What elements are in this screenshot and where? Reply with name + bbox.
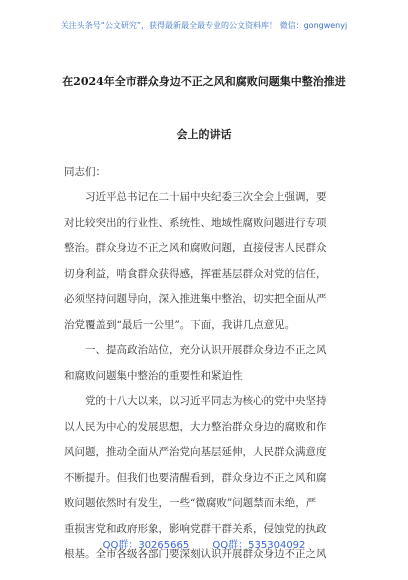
body-line: 败问题依然时有发生，一些“微腐败”问题禁而未绝，严 [64, 497, 317, 509]
speech-body [64, 185, 350, 568]
section-heading: 一、提高政治站位，充分认识开展群众身边不正之风 [85, 344, 327, 356]
footer-contact [0, 536, 408, 551]
document-title-line-2: 会上的讲话 [176, 128, 232, 141]
section-heading: 和腐败问题集中整治的重要性和紧迫性 [64, 369, 243, 382]
body-line: 整治。群众身边不正之风和腐败问题，直接侵害人民群众 [64, 242, 327, 254]
body-line: 对比较突出的行业性、系统性、地域性腐败问题进行专项 [64, 216, 327, 229]
body-line: 风问题，推动全面从严治党向基层延伸，人民群众满意度 [64, 446, 327, 458]
body-line: 切身利益，啃食群众获得感，挥霍基层群众对党的信任， [64, 267, 327, 280]
body-line: 根基。全市各级各部门要深刻认识开展群众身边不正之风 [64, 548, 327, 560]
body-line: 治党覆盖到“最后一公里”。下面，我讲几点意见。 [64, 318, 296, 331]
document-title-line-1: 在2024年全市群众身边不正之风和腐败问题集中整治推进 [62, 75, 346, 88]
body-line: 重损害党和政府形象，影响党群干群关系，侵蚀党的执政 [64, 522, 327, 535]
footer-qq-group-1: QQ群：30265665 [102, 540, 190, 551]
salutation [64, 160, 350, 186]
salutation-text: 同志们： [64, 166, 106, 178]
body-line: 习近平总书记在二十届中央纪委三次全会上强调，要 [85, 191, 327, 203]
body-line: 党的十八大以来，以习近平同志为核心的党中央坚持 [85, 395, 327, 407]
header-banner: 关注头条号“公文研究”，获得最新最全最专业的公文资料库！ 微信：gongwenyj [60, 21, 348, 30]
body-line: 不断提升。但我们也要清醒看到，群众身边不正之风和腐 [64, 471, 327, 484]
footer-qq-group-2: QQ群：535304092 [212, 540, 306, 551]
body-line: 以人民为中心的发展思想，大力整治群众身边的腐败和作 [64, 420, 327, 433]
body-line: 必须坚持问题导向，深入推进集中整治，切实把全面从严 [64, 293, 327, 305]
